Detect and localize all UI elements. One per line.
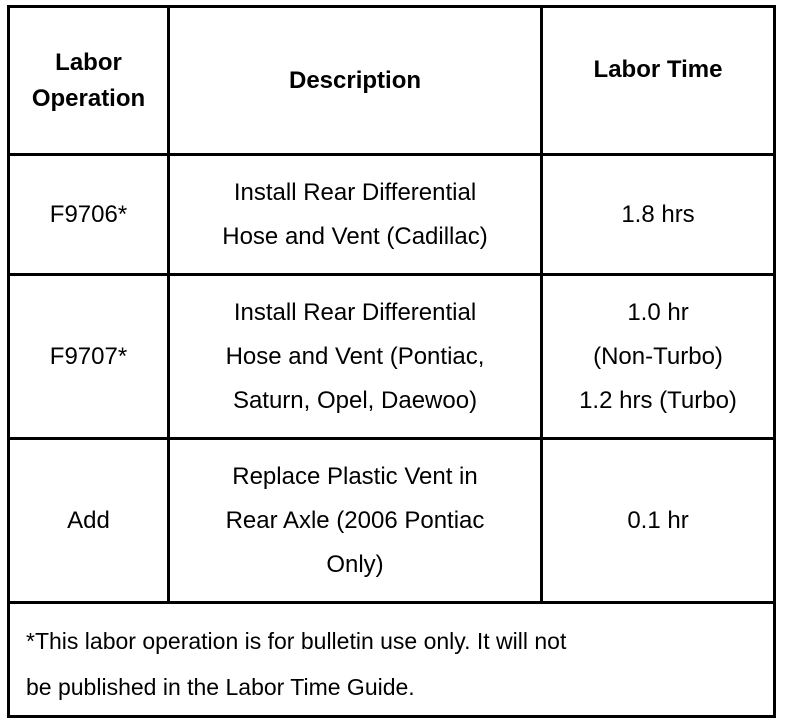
description-line: Install Rear Differential [233, 298, 477, 326]
description-line: Saturn, Opel, Daewoo) [232, 386, 478, 414]
table-row [10, 276, 773, 440]
operation-code: Add [67, 506, 110, 534]
header-labor-time-label: Labor Time [593, 56, 723, 83]
header-row [10, 8, 773, 156]
description-cell [170, 156, 543, 273]
description-cell [170, 276, 543, 437]
table-row [10, 156, 773, 276]
header-labor-operation-line-2: Operation [31, 84, 146, 112]
labor-time-line: 1.2 hrs (Turbo) [579, 386, 737, 414]
description-line: Install Rear Differential [233, 178, 477, 206]
description-line: Hose and Vent (Cadillac) [222, 222, 488, 250]
operation-code: F9707* [49, 342, 128, 370]
labor-time-line: 1.8 hrs [621, 200, 695, 228]
labor-time-cell [543, 156, 773, 273]
operation-code: F9706* [49, 200, 128, 228]
labor-time-line: 1.0 hr [627, 298, 689, 326]
header-description [170, 8, 543, 153]
description-line: Rear Axle (2006 Pontiac [225, 506, 485, 534]
header-labor-operation [10, 8, 170, 153]
footnote-line: *This labor operation is for bulletin use only. It will not [26, 628, 567, 654]
header-labor-operation-line-1: Labor [55, 48, 122, 76]
labor-time-line: (Non-Turbo) [593, 342, 723, 370]
labor-time-cell [543, 276, 773, 437]
operation-cell [10, 440, 170, 601]
operation-cell [10, 276, 170, 437]
footnote-line: be published in the Labor Time Guide. [26, 674, 415, 700]
table-row [10, 440, 773, 604]
labor-table [7, 5, 776, 718]
labor-time-line: 0.1 hr [627, 506, 689, 534]
labor-time-cell [543, 440, 773, 601]
description-cell [170, 440, 543, 601]
description-line: Replace Plastic Vent in [232, 462, 478, 490]
footnote [10, 604, 773, 715]
description-line: Only) [326, 550, 384, 578]
description-line: Hose and Vent (Pontiac, [225, 342, 485, 370]
header-description-label: Description [288, 66, 422, 94]
header-labor-time [543, 8, 773, 153]
operation-cell [10, 156, 170, 273]
